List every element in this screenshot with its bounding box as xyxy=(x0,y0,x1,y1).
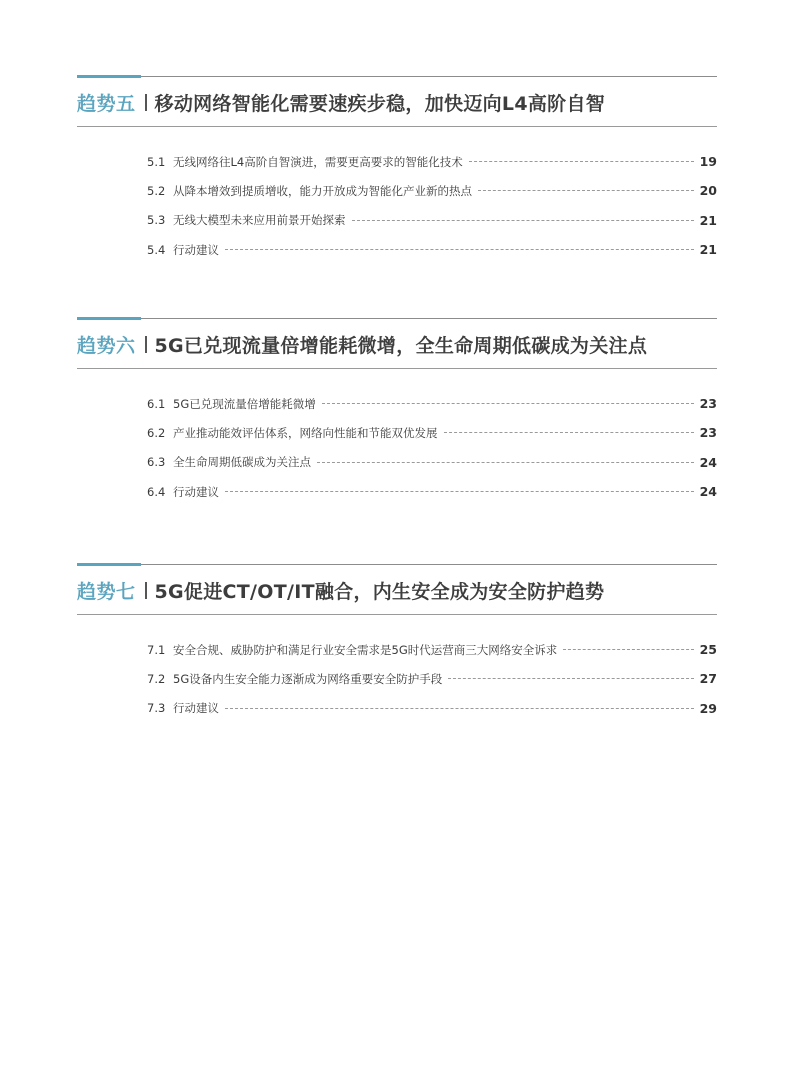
toc-entry[interactable] xyxy=(147,694,717,723)
section-bottom-rule xyxy=(77,614,717,615)
entry-title: 5G已兑现流量倍增能耗微增 xyxy=(173,396,316,411)
entry-number: 6.1 xyxy=(147,396,166,411)
entry-title: 行动建议 xyxy=(173,484,219,499)
section-heading xyxy=(77,329,647,359)
entry-number: 5.3 xyxy=(147,213,166,228)
dot-leader xyxy=(478,190,694,191)
entry-page: 29 xyxy=(699,700,717,716)
entry-title: 无线网络往L4高阶自智演进，需要更高要求的智能化技术 xyxy=(173,154,463,169)
entry-page: 24 xyxy=(699,484,717,500)
trend-label: 趋势五 xyxy=(77,92,136,115)
heading-divider xyxy=(145,94,147,111)
entry-number: 6.4 xyxy=(147,484,166,499)
dot-leader xyxy=(448,678,693,679)
entry-title: 安全合规、威胁防护和满足行业安全需求是5G时代运营商三大网络安全诉求 xyxy=(173,642,558,657)
section-top-rule xyxy=(77,76,717,77)
section-accent-bar xyxy=(77,75,141,78)
toc-entry[interactable] xyxy=(147,448,717,477)
trend-title: 5G已兑现流量倍增能耗微增，全生命周期低碳成为关注点 xyxy=(154,334,648,357)
entry-title: 全生命周期低碳成为关注点 xyxy=(173,455,311,470)
entry-page: 21 xyxy=(699,212,717,228)
toc-list xyxy=(147,147,717,264)
entry-number: 5.1 xyxy=(147,154,166,169)
toc-entry[interactable] xyxy=(147,664,717,693)
section-bottom-rule xyxy=(77,368,717,369)
trend-title: 移动网络智能化需要速疾步稳，加快迈向L4高阶自智 xyxy=(154,92,606,115)
toc-entry[interactable] xyxy=(147,206,717,235)
toc-entry[interactable] xyxy=(147,235,717,264)
dot-leader xyxy=(322,403,694,404)
entry-title: 行动建议 xyxy=(173,701,219,716)
toc-entry[interactable] xyxy=(147,176,717,205)
section-heading xyxy=(77,87,605,117)
entry-number: 6.3 xyxy=(147,455,166,470)
entry-page: 24 xyxy=(699,454,717,470)
entry-number: 5.2 xyxy=(147,183,166,198)
toc-entry[interactable] xyxy=(147,418,717,447)
section-accent-bar xyxy=(77,317,141,320)
toc-entry[interactable] xyxy=(147,389,717,418)
dot-leader xyxy=(225,249,694,250)
dot-leader xyxy=(317,462,694,463)
section-accent-bar xyxy=(77,563,141,566)
entry-page: 20 xyxy=(699,183,717,199)
entry-number: 7.1 xyxy=(147,642,166,657)
entry-page: 19 xyxy=(699,154,717,170)
entry-number: 7.2 xyxy=(147,671,166,686)
entry-title: 从降本增效到提质增收，能力开放成为智能化产业新的热点 xyxy=(173,183,472,198)
section-top-rule xyxy=(77,318,717,319)
dot-leader xyxy=(225,708,694,709)
entry-title: 产业推动能效评估体系，网络向性能和节能双优发展 xyxy=(173,425,438,440)
entry-page: 23 xyxy=(699,396,717,412)
toc-entry[interactable] xyxy=(147,635,717,664)
dot-leader xyxy=(563,649,693,650)
section-heading xyxy=(77,575,604,605)
dot-leader xyxy=(225,491,694,492)
entry-title: 无线大模型未来应用前景开始探索 xyxy=(173,213,346,228)
toc-list xyxy=(147,635,717,723)
entry-page: 25 xyxy=(699,642,717,658)
dot-leader xyxy=(469,161,694,162)
dot-leader xyxy=(444,432,694,433)
entry-page: 23 xyxy=(699,425,717,441)
trend-title: 5G促进CT/OT/IT融合，内生安全成为安全防护趋势 xyxy=(154,580,605,603)
heading-divider xyxy=(145,582,147,599)
trend-label: 趋势六 xyxy=(77,334,136,357)
toc-list xyxy=(147,389,717,506)
entry-page: 27 xyxy=(699,671,717,687)
entry-title: 行动建议 xyxy=(173,242,219,257)
entry-number: 7.3 xyxy=(147,701,166,716)
trend-label: 趋势七 xyxy=(77,580,136,603)
section-top-rule xyxy=(77,564,717,565)
entry-number: 5.4 xyxy=(147,242,166,257)
section-bottom-rule xyxy=(77,126,717,127)
entry-title: 5G设备内生安全能力逐渐成为网络重要安全防护手段 xyxy=(173,671,443,686)
dot-leader xyxy=(352,220,694,221)
entry-page: 21 xyxy=(699,242,717,258)
heading-divider xyxy=(145,336,147,353)
toc-entry[interactable] xyxy=(147,477,717,506)
entry-number: 6.2 xyxy=(147,425,166,440)
toc-entry[interactable] xyxy=(147,147,717,176)
